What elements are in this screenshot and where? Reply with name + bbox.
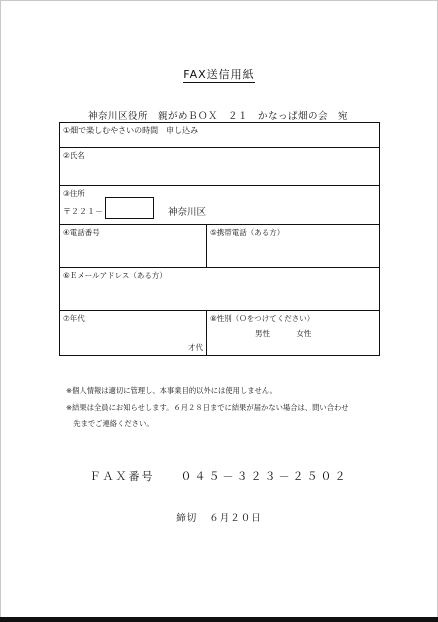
zip-code-box[interactable] xyxy=(105,197,154,219)
deadline-line xyxy=(0,510,438,524)
mobile-label: ⑤携帯電話（ある方） xyxy=(210,228,285,237)
zip-prefix: 〒２２１－ xyxy=(63,206,103,216)
deadline-date: ６月２０日 xyxy=(209,513,262,524)
email-field[interactable] xyxy=(60,268,380,311)
mobile-field[interactable] xyxy=(207,225,380,268)
phone-label: ④電話番号 xyxy=(63,228,100,237)
result-note-continued: 先までご連絡ください。 xyxy=(66,419,154,428)
page-title: FAX送信用紙 xyxy=(183,68,255,81)
fax-number: ０４５－３２３－２５０２ xyxy=(180,470,349,483)
event-title: ①畑で楽しむやさいの時間 申し込み xyxy=(63,126,199,135)
result-note: ※結果は全員にお知らせします。６月２８日までに結果が届かない場合は、問い合わせ xyxy=(66,403,349,412)
addressee-line: 神奈川区役所 親がめＢＯＸ ２１ かなっぱ畑の会 宛 xyxy=(88,111,349,122)
email-label: ⑥Ｅメールアドレス（ある方） xyxy=(63,271,167,280)
address-label: ③住所 xyxy=(63,189,85,198)
gender-options xyxy=(255,328,335,339)
deadline-label: 締切 xyxy=(176,513,198,524)
gender-male-option[interactable]: 男性 xyxy=(255,329,270,338)
gender-field[interactable] xyxy=(207,311,380,356)
application-form xyxy=(59,122,380,356)
zip-row xyxy=(63,203,206,219)
privacy-note: ※個人情報は適切に管理し、本事業目的以外には使用しません。 xyxy=(66,386,277,395)
address-field[interactable] xyxy=(60,186,380,225)
age-unit: 才代 xyxy=(188,343,203,352)
name-field[interactable] xyxy=(60,148,380,186)
fax-number-line xyxy=(0,468,438,484)
age-label: ⑦年代 xyxy=(63,314,85,323)
bottom-edge-bar xyxy=(0,617,438,622)
gender-label: ⑧性別（Ｏをつけてください） xyxy=(210,314,315,323)
name-label: ②氏名 xyxy=(63,151,85,160)
age-field[interactable] xyxy=(60,311,207,356)
phone-field[interactable] xyxy=(60,225,207,268)
gender-female-option[interactable]: 女性 xyxy=(296,329,312,338)
event-title-cell xyxy=(60,123,380,148)
fax-label: ＦＡＸ番号 xyxy=(89,470,155,483)
prefecture-text: 神奈川区 xyxy=(168,207,207,218)
